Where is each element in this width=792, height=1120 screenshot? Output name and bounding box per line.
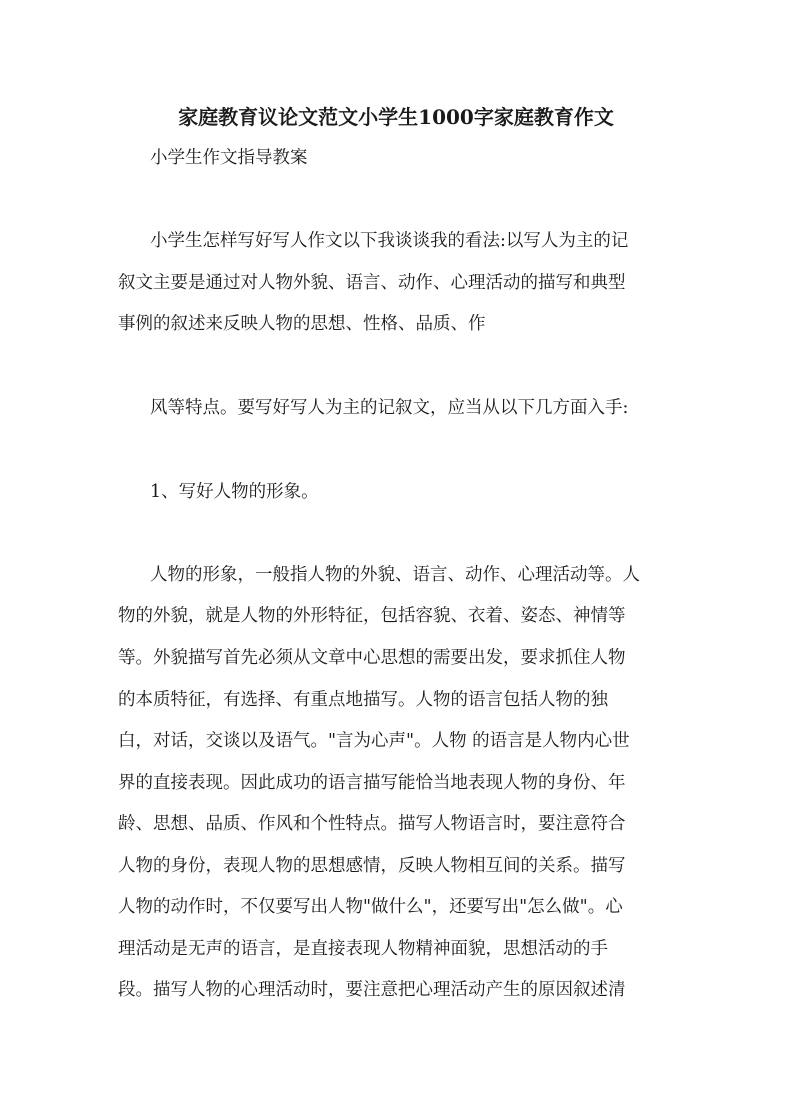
paragraph-line: 白，对话，交谈以及语气。"言为心声"。人物 的语言是人物内心世 bbox=[118, 731, 630, 751]
paragraph-line: 的本质特征，有选择、有重点地描写。人物的语言包括人物的独 bbox=[118, 690, 608, 710]
paragraph-line: 小学生怎样写好写人作文以下我谈谈我的看法:以写人为主的记 bbox=[150, 231, 629, 251]
paragraph-line: 风等特点。要写好写人为主的记叙文，应当从以下几方面入手: bbox=[150, 398, 629, 418]
page-title: 家庭教育议论文范文小学生1000字家庭教育作文 bbox=[178, 105, 614, 129]
paragraph-line: 人物的身份，表现人物的思想感情，反映人物相互间的关系。描写 bbox=[118, 856, 626, 876]
paragraph-line: 段。描写人物的心理活动时，要注意把心理活动产生的原因叙述清 bbox=[118, 980, 626, 1000]
paragraph-line: 叙文主要是通过对人物外貌、语言、动作、心理活动的描写和典型 bbox=[118, 273, 626, 293]
paragraph-line: 界的直接表现。因此成功的语言描写能恰当地表现人物的身份、年 bbox=[118, 773, 626, 793]
paragraph-line: 理活动是无声的语言，是直接表现人物精神面貌，思想活动的手 bbox=[118, 939, 608, 959]
paragraph-line: 物的外貌，就是人物的外形特征，包括容貌、衣着、姿态、神情等 bbox=[118, 606, 626, 626]
paragraph-line: 龄、思想、品质、作风和个性特点。描写人物语言时，要注意符合 bbox=[118, 814, 626, 834]
paragraph-line: 事例的叙述来反映人物的思想、性格、品质、作 bbox=[118, 314, 486, 334]
subtitle: 小学生作文指导教案 bbox=[150, 148, 308, 168]
paragraph-line: 等。外貌描写首先必须从文章中心思想的需要出发，要求抓住人物 bbox=[118, 648, 626, 668]
paragraph-line: 人物的形象，一般指人物的外貌、语言、动作、心理活动等。人 bbox=[150, 565, 640, 585]
section-heading: 1、写好人物的形象。 bbox=[150, 482, 319, 502]
paragraph-line: 人物的动作时，不仅要写出人物"做什么"，还要写出"怎么做"。心 bbox=[118, 897, 623, 917]
